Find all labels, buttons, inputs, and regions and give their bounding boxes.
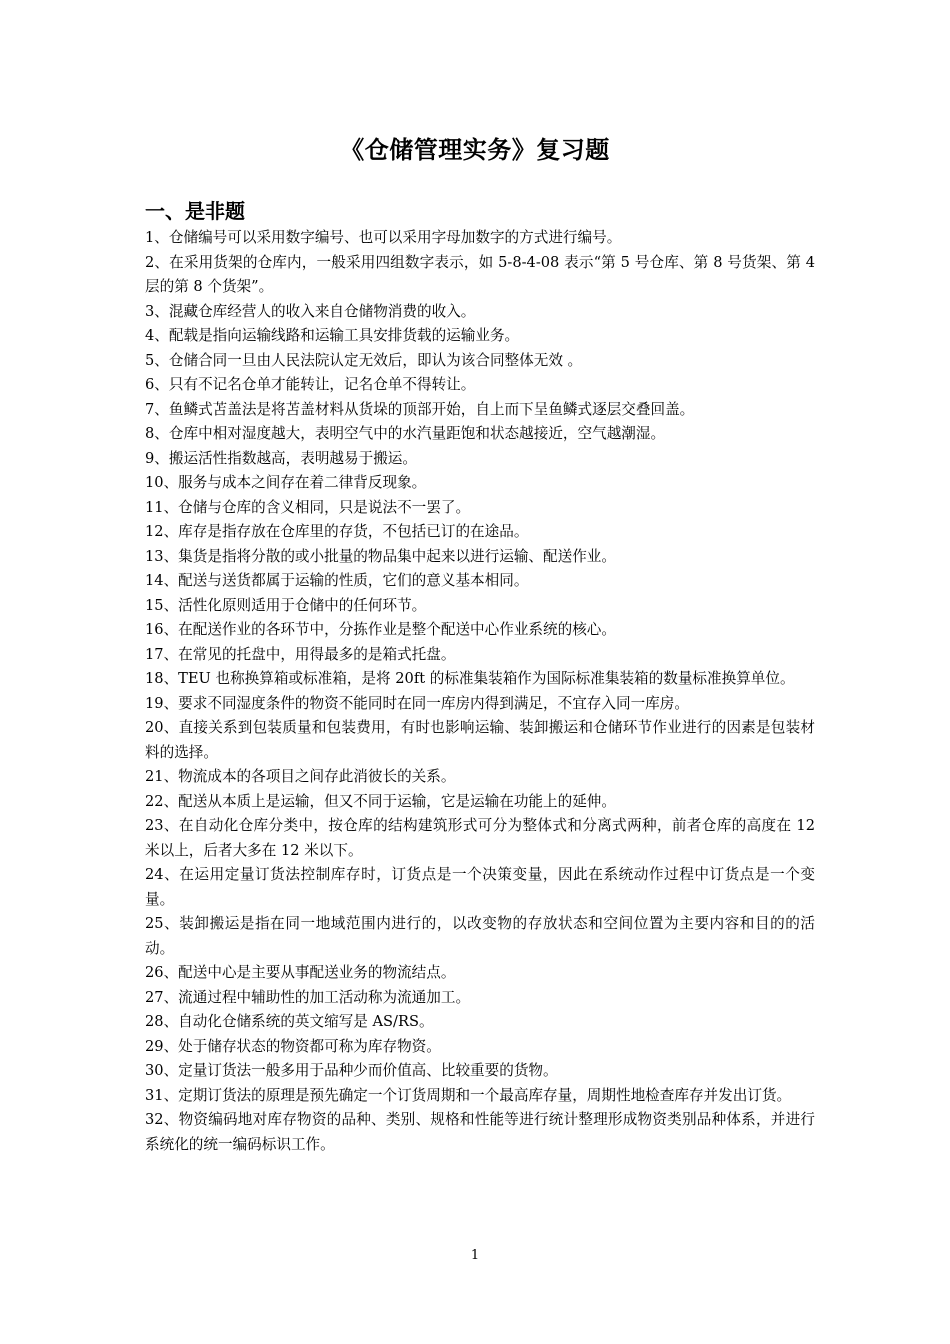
- question-item: 11、仓储与仓库的含义相同，只是说法不一罢了。: [145, 498, 471, 516]
- question-item: 14、配送与送货都属于运输的性质，它们的意义基本相同。: [145, 572, 529, 589]
- question-item: 7、鱼鳞式苫盖法是将苫盖材料从货垛的顶部开始，自上而下呈鱼鳞式逐层交叠回盖。: [145, 400, 695, 418]
- question-item: 18、TEU 也称换算箱或标准箱，是将 20ft 的标准集装箱作为国际标准集装箱的数量标准换算单位。: [145, 670, 795, 687]
- question-item: 15、活性化原则适用于仓储中的任何环节。: [145, 596, 427, 614]
- question-item: 26、配送中心是主要从事配送业务的物流结点。: [145, 964, 456, 981]
- question-item: 6、只有不记名仓单才能转让，记名仓单不得转让。: [145, 376, 476, 393]
- document-title: 《仓储管理实务》复习题: [340, 136, 610, 164]
- question-item: 31、定期订货法的原理是预先确定一个订货周期和一个最高库存量，周期性地检查库存并发出订货。: [145, 1086, 792, 1104]
- question-item: 28、自动化仓储系统的英文缩写是 AS/RS。: [145, 1013, 434, 1030]
- question-item: 20、直接关系到包装质量和包装费用，有时也影响运输、装卸搬运和仓储环节作业进行的因素是包装材料的选择。: [145, 719, 815, 761]
- question-item: 12、库存是指存放在仓库里的存货，不包括已订的在途品。: [145, 523, 529, 540]
- question-list: [145, 226, 815, 1157]
- page-number: 1: [470, 1248, 480, 1263]
- question-item: 23、在自动化仓库分类中，按仓库的结构建筑形式可分为整体式和分离式两种，前者仓库的高度在 12 米以上，后者大多在 12 米以下。: [145, 817, 815, 859]
- question-item: 30、定量订货法一般多用于品种少而价值高、比较重要的货物。: [145, 1062, 558, 1079]
- question-item: 21、物流成本的各项目之间存此消彼长的关系。: [145, 768, 456, 785]
- question-item: 25、装卸搬运是指在同一地域范围内进行的，以改变物的存放状态和空间位置为主要内容和目的的活动。: [145, 915, 815, 957]
- section-heading: 一、是非题: [145, 199, 245, 223]
- question-item: 22、配送从本质上是运输，但又不同于运输，它是运输在功能上的延伸。: [145, 792, 616, 810]
- question-item: 29、处于储存状态的物资都可称为库存物资。: [145, 1037, 441, 1055]
- question-item: 4、配载是指向运输线路和运输工具安排货载的运输业务。: [145, 327, 520, 344]
- question-item: 27、流通过程中辅助性的加工活动称为流通加工。: [145, 988, 471, 1006]
- question-item: 3、混藏仓库经营人的收入来自仓储物消费的收入。: [145, 302, 476, 320]
- question-item: 10、服务与成本之间存在着二律背反现象。: [145, 474, 427, 491]
- question-item: 24、在运用定量订货法控制库存时，订货点是一个决策变量，因此在系统动作过程中订货点是一个变量。: [145, 866, 815, 908]
- question-item: 9、搬运活性指数越高，表明越易于搬运。: [145, 449, 417, 467]
- question-item: 8、仓库中相对湿度越大，表明空气中的水汽量距饱和状态越接近，空气越潮湿。: [145, 425, 666, 442]
- question-item: 19、要求不同湿度条件的物资不能同时在同一库房内得到满足，不宜存入同一库房。: [145, 694, 689, 712]
- question-item: 13、集货是指将分散的或小批量的物品集中起来以进行运输、配送作业。: [145, 547, 616, 565]
- question-item: 1、仓储编号可以采用数字编号、也可以采用字母加数字的方式进行编号。: [145, 229, 622, 246]
- question-item: 5、仓储合同一旦由人民法院认定无效后，即认为该合同整体无效 。: [145, 351, 583, 369]
- question-item: 2、在采用货架的仓库内，一般采用四组数字表示，如 5-8-4-08 表示“第 5 号仓库、第 8 号货架、第 4 层的第 8 个货架”。: [145, 253, 815, 295]
- question-item: 16、在配送作业的各环节中，分拣作业是整个配送中心作业系统的核心。: [145, 621, 616, 638]
- question-item: 17、在常见的托盘中，用得最多的是箱式托盘。: [145, 645, 456, 663]
- question-item: 32、物资编码地对库存物资的品种、类别、规格和性能等进行统计整理形成物资类别品种体系，并进行系统化的统一编码标识工作。: [145, 1111, 815, 1153]
